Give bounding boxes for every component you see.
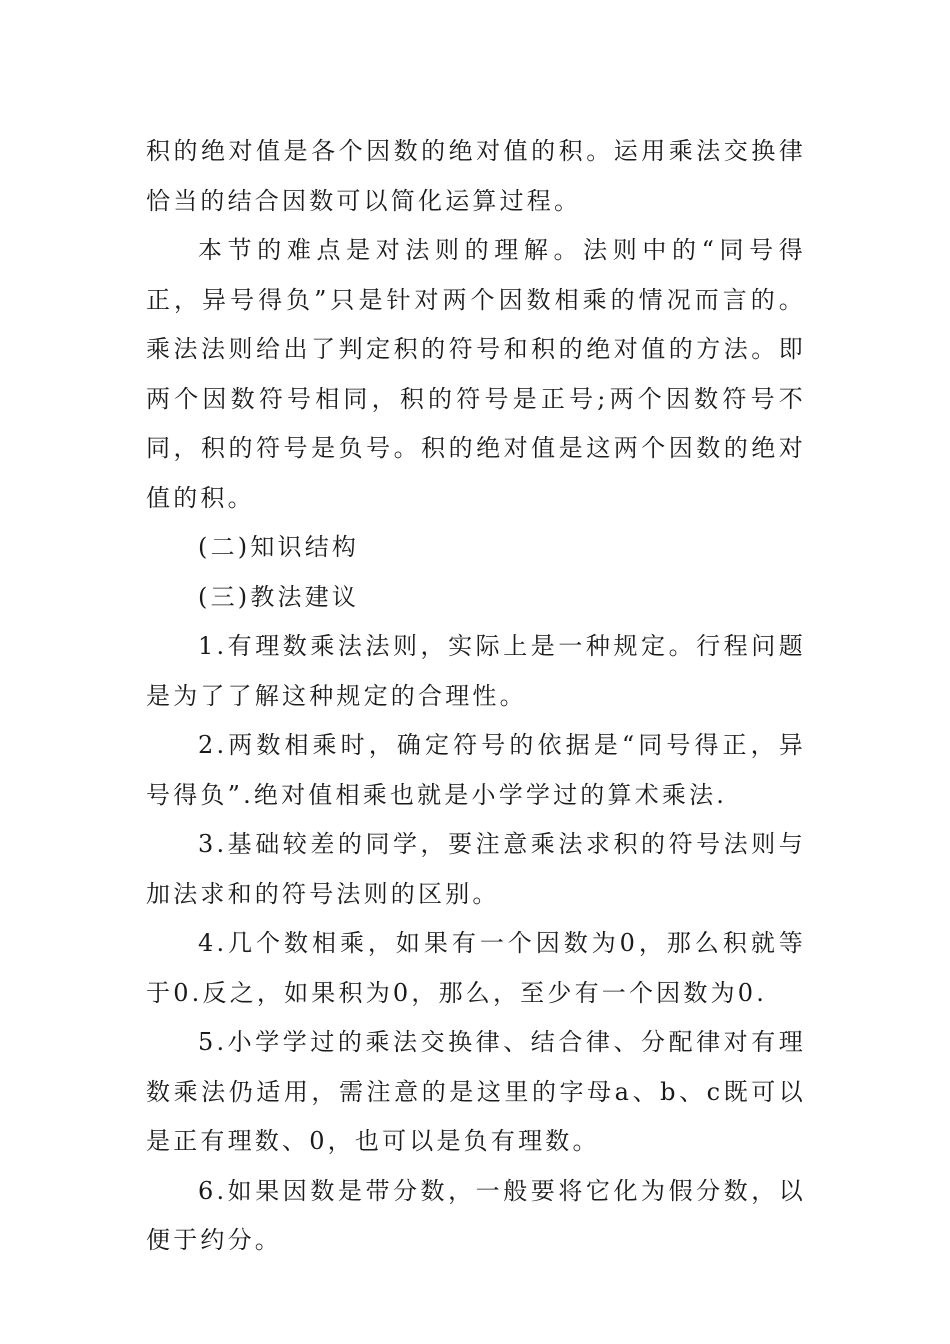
list-item-5: 5.小学学过的乘法交换律、结合律、分配律对有理数乘法仍适用，需注意的是这里的字母a、b、c既可以是正有理数、0，也可以是负有理数。: [146, 1028, 806, 1155]
list-item-4: 4.几个数相乘，如果有一个因数为0，那么积就等于0.反之，如果积为0，那么，至少有一个因数为0.: [146, 929, 806, 1007]
paragraph-continuation: 积的绝对值是各个因数的绝对值的积。运用乘法交换律恰当的结合因数可以简化运算过程。: [146, 137, 806, 215]
list-item-2: 2.两数相乘时，确定符号的依据是“同号得正，异号得负”.绝对值相乘也就是小学学过的算术乘法.: [146, 731, 806, 809]
heading-knowledge-structure: (二)知识结构: [198, 533, 360, 561]
list-item-3: 3.基础较差的同学，要注意乘法求积的符号法则与加法求和的符号法则的区别。: [146, 830, 806, 908]
heading-teaching-suggestions: (三)教法建议: [198, 582, 360, 611]
document-body: [146, 127, 806, 1266]
list-item-6: 6.如果因数是带分数，一般要将它化为假分数，以便于约分。: [146, 1176, 806, 1254]
list-item-1: 1.有理数乘法法则，实际上是一种规定。行程问题是为了了解这种规定的合理性。: [146, 632, 806, 710]
paragraph-difficulty: 本节的难点是对法则的理解。法则中的“同号得正，异号得负”只是针对两个因数相乘的情况而言的。乘法法则给出了判定积的符号和积的绝对值的方法。即两个因数符号相同，积的符号是正号;两个因数符号不同，积的符号是负号。积的绝对值是这两个因数的绝对值的积。: [146, 236, 806, 512]
